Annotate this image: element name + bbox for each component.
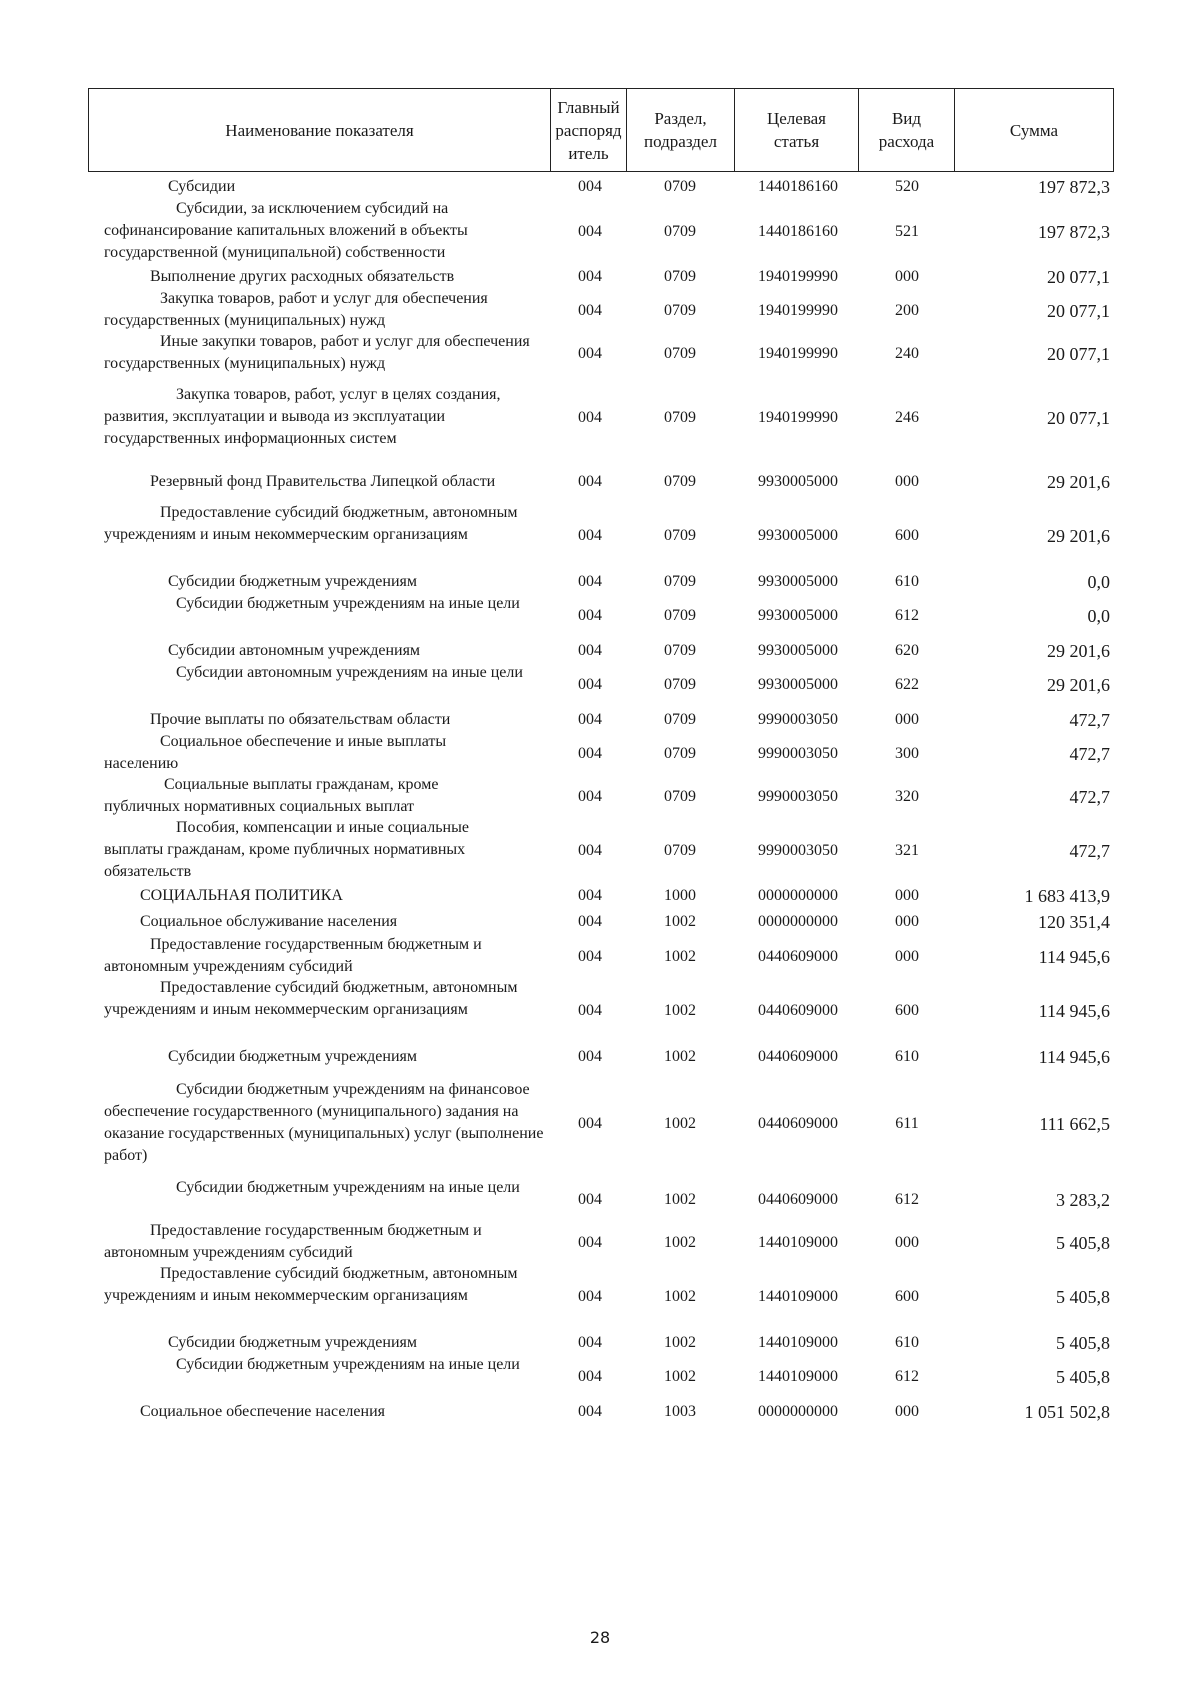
row-tselevaya: 0440609000: [758, 948, 838, 965]
table-row: [0, 733, 1200, 772]
row-name: Социальное обеспечение и иные выплаты населению: [104, 733, 447, 772]
row-tselevaya: 0440609000: [758, 1115, 838, 1132]
row-summa: 120 351,4: [1038, 911, 1110, 932]
row-tselevaya: 1940199990: [758, 268, 838, 285]
row-glavny: 004: [578, 1288, 602, 1305]
row-razdel: 1002: [664, 1288, 696, 1305]
row-razdel: 1002: [664, 1002, 696, 1019]
row-vid: 320: [895, 788, 919, 805]
row-razdel: 0709: [664, 788, 696, 805]
row-tselevaya: 9990003050: [758, 745, 838, 762]
row-razdel: 0709: [664, 607, 696, 624]
row-tselevaya: 1440186160: [758, 223, 838, 240]
row-vid: 612: [895, 1368, 919, 1385]
table-row: [0, 1179, 1200, 1211]
row-name: Субсидии бюджетным учреждениям на иные цели: [176, 1356, 520, 1373]
row-glavny: 004: [578, 642, 602, 659]
row-vid: 610: [895, 1334, 919, 1351]
header-tselevaya: Целевая статья: [735, 89, 859, 171]
row-tselevaya: 9930005000: [758, 607, 838, 624]
row-name: Предоставление субсидий бюджетным, автономным учреждениям и иным некоммерческим организациям: [104, 504, 518, 543]
row-razdel: 0709: [664, 573, 696, 590]
row-vid: 611: [895, 1115, 919, 1132]
row-vid: 610: [895, 1048, 919, 1065]
row-glavny: 004: [578, 745, 602, 762]
row-glavny: 004: [578, 178, 602, 195]
row-summa: 0,0: [1087, 605, 1110, 626]
row-razdel: 1002: [664, 948, 696, 965]
row-summa: 0,0: [1087, 571, 1110, 592]
row-vid: 000: [895, 887, 919, 904]
row-vid: 321: [895, 842, 919, 859]
row-razdel: 0709: [664, 409, 696, 426]
row-razdel: 0709: [664, 842, 696, 859]
table-row: [0, 386, 1200, 447]
row-razdel: 1002: [664, 1115, 696, 1132]
row-summa: 29 201,6: [1047, 674, 1110, 695]
table-row: [0, 640, 1200, 662]
table-row: [0, 936, 1200, 975]
row-summa: 114 945,6: [1038, 1046, 1110, 1067]
row-tselevaya: 9930005000: [758, 527, 838, 544]
row-name: Субсидии бюджетным учреждениям: [168, 1334, 417, 1351]
table-row: [0, 664, 1200, 696]
row-glavny: 004: [578, 1368, 602, 1385]
row-vid: 000: [895, 268, 919, 285]
row-razdel: 1002: [664, 1334, 696, 1351]
row-glavny: 004: [578, 948, 602, 965]
row-name: Предоставление государственным бюджетным и автономным учреждениям субсидий: [104, 1222, 482, 1261]
row-glavny: 004: [578, 788, 602, 805]
row-vid: 000: [895, 948, 919, 965]
row-name: Иные закупки товаров, работ и услуг для обеспечения государственных (муниципальных) нужд: [104, 333, 530, 372]
table-row: [0, 1081, 1200, 1164]
row-vid: 000: [895, 1234, 919, 1251]
row-glavny: 004: [578, 473, 602, 490]
row-vid: 600: [895, 1002, 919, 1019]
row-vid: 620: [895, 642, 919, 659]
row-name: Субсидии бюджетным учреждениям: [168, 573, 417, 590]
table-row: [0, 911, 1200, 933]
table-row: [0, 885, 1200, 907]
row-razdel: 1002: [664, 1048, 696, 1065]
table-row: [0, 1265, 1200, 1308]
table-row: [0, 200, 1200, 261]
row-tselevaya: 9930005000: [758, 473, 838, 490]
row-name: Субсидии бюджетным учреждениям на финансовое обеспечение государственного (муниципального) задания на оказание государственных (муниципальных) услуг (выполнение работ): [104, 1081, 544, 1164]
row-vid: 600: [895, 527, 919, 544]
row-name: Субсидии автономным учреждениям: [168, 642, 421, 659]
table-row: [0, 571, 1200, 593]
row-name: Субсидии бюджетным учреждениям на иные цели: [176, 595, 520, 612]
row-name: Закупка товаров, работ, услуг в целях создания, развития, эксплуатации и вывода из эксплуатации государственных информационных систем: [104, 386, 501, 447]
row-name: Субсидии бюджетным учреждениям: [168, 1048, 417, 1065]
row-razdel: 0709: [664, 745, 696, 762]
row-tselevaya: 1440109000: [758, 1368, 838, 1385]
row-tselevaya: 1940199990: [758, 409, 838, 426]
row-razdel: 1000: [664, 887, 696, 904]
row-vid: 600: [895, 1288, 919, 1305]
table-row: [0, 290, 1200, 329]
row-summa: 111 662,5: [1039, 1113, 1110, 1134]
table-row: [0, 333, 1200, 372]
row-vid: 612: [895, 607, 919, 624]
row-glavny: 004: [578, 1115, 602, 1132]
row-razdel: 1003: [664, 1403, 696, 1420]
row-razdel: 0709: [664, 642, 696, 659]
row-razdel: 0709: [664, 223, 696, 240]
row-glavny: 004: [578, 268, 602, 285]
row-glavny: 004: [578, 527, 602, 544]
row-glavny: 004: [578, 573, 602, 590]
row-tselevaya: 9990003050: [758, 842, 838, 859]
table-row: [0, 595, 1200, 627]
row-summa: 29 201,6: [1047, 471, 1110, 492]
row-vid: 610: [895, 573, 919, 590]
row-tselevaya: 0000000000: [758, 1403, 838, 1420]
row-summa: 472,7: [1069, 786, 1110, 807]
row-name: Субсидии бюджетным учреждениям на иные цели: [176, 1179, 520, 1196]
row-glavny: 004: [578, 711, 602, 728]
row-summa: 5 405,8: [1056, 1332, 1110, 1353]
row-tselevaya: 1940199990: [758, 345, 838, 362]
row-glavny: 004: [578, 913, 602, 930]
row-glavny: 004: [578, 302, 602, 319]
row-summa: 472,7: [1069, 743, 1110, 764]
row-glavny: 004: [578, 1002, 602, 1019]
row-glavny: 004: [578, 887, 602, 904]
row-vid: 612: [895, 1191, 919, 1208]
row-vid: 622: [895, 676, 919, 693]
row-tselevaya: 1440109000: [758, 1234, 838, 1251]
row-vid: 240: [895, 345, 919, 362]
row-name: Субсидии: [168, 178, 236, 195]
row-name: Прочие выплаты по обязательствам области: [150, 711, 451, 728]
row-summa: 3 283,2: [1056, 1189, 1110, 1210]
table-row: [0, 1401, 1200, 1423]
row-name: Закупка товаров, работ и услуг для обеспечения государственных (муниципальных) нужд: [104, 290, 488, 329]
row-razdel: 0709: [664, 178, 696, 195]
table-row: [0, 1222, 1200, 1261]
row-glavny: 004: [578, 1234, 602, 1251]
row-summa: 5 405,8: [1056, 1286, 1110, 1307]
row-summa: 472,7: [1069, 840, 1110, 861]
row-glavny: 004: [578, 1334, 602, 1351]
table-row: [0, 979, 1200, 1022]
page-number: 28: [589, 1628, 611, 1647]
row-razdel: 1002: [664, 1234, 696, 1251]
row-vid: 520: [895, 178, 919, 195]
row-vid: 300: [895, 745, 919, 762]
row-razdel: 0709: [664, 345, 696, 362]
row-name: Субсидии автономным учреждениям на иные цели: [176, 664, 523, 681]
row-tselevaya: 9930005000: [758, 676, 838, 693]
row-vid: 200: [895, 302, 919, 319]
row-razdel: 0709: [664, 302, 696, 319]
row-razdel: 1002: [664, 913, 696, 930]
row-vid: 246: [895, 409, 919, 426]
row-tselevaya: 0440609000: [758, 1048, 838, 1065]
row-glavny: 004: [578, 607, 602, 624]
row-vid: 000: [895, 711, 919, 728]
row-summa: 472,7: [1069, 709, 1110, 730]
row-name: Выполнение других расходных обязательств: [150, 268, 455, 285]
row-glavny: 004: [578, 1191, 602, 1208]
row-summa: 29 201,6: [1047, 640, 1110, 661]
row-tselevaya: 9990003050: [758, 788, 838, 805]
table-row: [0, 471, 1200, 493]
row-summa: 1 683 413,9: [1024, 885, 1110, 906]
row-name: Пособия, компенсации и иные социальные выплаты гражданам, кроме публичных нормативных обязательств: [104, 819, 469, 880]
table-row: [0, 709, 1200, 731]
row-glavny: 004: [578, 842, 602, 859]
row-glavny: 004: [578, 1048, 602, 1065]
row-tselevaya: 1440109000: [758, 1334, 838, 1351]
row-name: Социальные выплаты гражданам, кроме публичных нормативных социальных выплат: [104, 776, 439, 815]
row-tselevaya: 1940199990: [758, 302, 838, 319]
row-vid: 521: [895, 223, 919, 240]
row-name: Предоставление государственным бюджетным и автономным учреждениям субсидий: [104, 936, 482, 975]
table-row: [0, 266, 1200, 288]
row-tselevaya: 1440186160: [758, 178, 838, 195]
row-name: СОЦИАЛЬНАЯ ПОЛИТИКА: [140, 887, 343, 904]
row-summa: 20 077,1: [1047, 343, 1110, 364]
header-name: Наименование показателя: [89, 89, 551, 171]
row-name: Социальное обслуживание населения: [140, 913, 398, 930]
table-row: [0, 819, 1200, 880]
header-razdel: Раздел, подраздел: [627, 89, 735, 171]
row-razdel: 0709: [664, 527, 696, 544]
header-vid: Вид расхода: [859, 89, 955, 171]
row-name: Социальное обеспечение населения: [140, 1403, 385, 1420]
row-razdel: 0709: [664, 676, 696, 693]
row-tselevaya: 9990003050: [758, 711, 838, 728]
row-name: Резервный фонд Правительства Липецкой области: [150, 473, 496, 490]
row-summa: 1 051 502,8: [1024, 1401, 1110, 1422]
row-summa: 197 872,3: [1038, 221, 1110, 242]
row-vid: 000: [895, 1403, 919, 1420]
row-razdel: 0709: [664, 473, 696, 490]
row-tselevaya: 0440609000: [758, 1191, 838, 1208]
row-summa: 20 077,1: [1047, 300, 1110, 321]
row-summa: 114 945,6: [1038, 946, 1110, 967]
table-row: [0, 176, 1200, 198]
row-name: Предоставление субсидий бюджетным, автономным учреждениям и иным некоммерческим организациям: [104, 979, 518, 1018]
row-glavny: 004: [578, 409, 602, 426]
row-razdel: 1002: [664, 1191, 696, 1208]
row-vid: 000: [895, 913, 919, 930]
row-tselevaya: 1440109000: [758, 1288, 838, 1305]
row-razdel: 1002: [664, 1368, 696, 1385]
table-row: [0, 1356, 1200, 1388]
row-summa: 114 945,6: [1038, 1000, 1110, 1021]
row-tselevaya: 0440609000: [758, 1002, 838, 1019]
row-vid: 000: [895, 473, 919, 490]
row-name: Субсидии, за исключением субсидий на софинансирование капитальных вложений в объекты государственной (муниципальной) собственности: [104, 200, 468, 261]
row-glavny: 004: [578, 223, 602, 240]
row-summa: 197 872,3: [1038, 176, 1110, 197]
row-summa: 29 201,6: [1047, 525, 1110, 546]
table-row: [0, 504, 1200, 547]
row-name: Предоставление субсидий бюджетным, автономным учреждениям и иным некоммерческим организациям: [104, 1265, 518, 1304]
row-tselevaya: 0000000000: [758, 887, 838, 904]
row-summa: 20 077,1: [1047, 266, 1110, 287]
row-summa: 5 405,8: [1056, 1232, 1110, 1253]
table-row: [0, 1046, 1200, 1068]
row-razdel: 0709: [664, 711, 696, 728]
table-header: [88, 88, 1114, 172]
table-row: [0, 776, 1200, 815]
header-summa: Сумма: [1009, 120, 1059, 140]
row-tselevaya: 9930005000: [758, 573, 838, 590]
row-glavny: 004: [578, 345, 602, 362]
row-glavny: 004: [578, 676, 602, 693]
row-summa: 20 077,1: [1047, 407, 1110, 428]
row-tselevaya: 9930005000: [758, 642, 838, 659]
row-glavny: 004: [578, 1403, 602, 1420]
row-tselevaya: 0000000000: [758, 913, 838, 930]
row-razdel: 0709: [664, 268, 696, 285]
table-row: [0, 1332, 1200, 1354]
header-glavny: Главный распоряд итель: [551, 89, 627, 171]
row-summa: 5 405,8: [1056, 1366, 1110, 1387]
